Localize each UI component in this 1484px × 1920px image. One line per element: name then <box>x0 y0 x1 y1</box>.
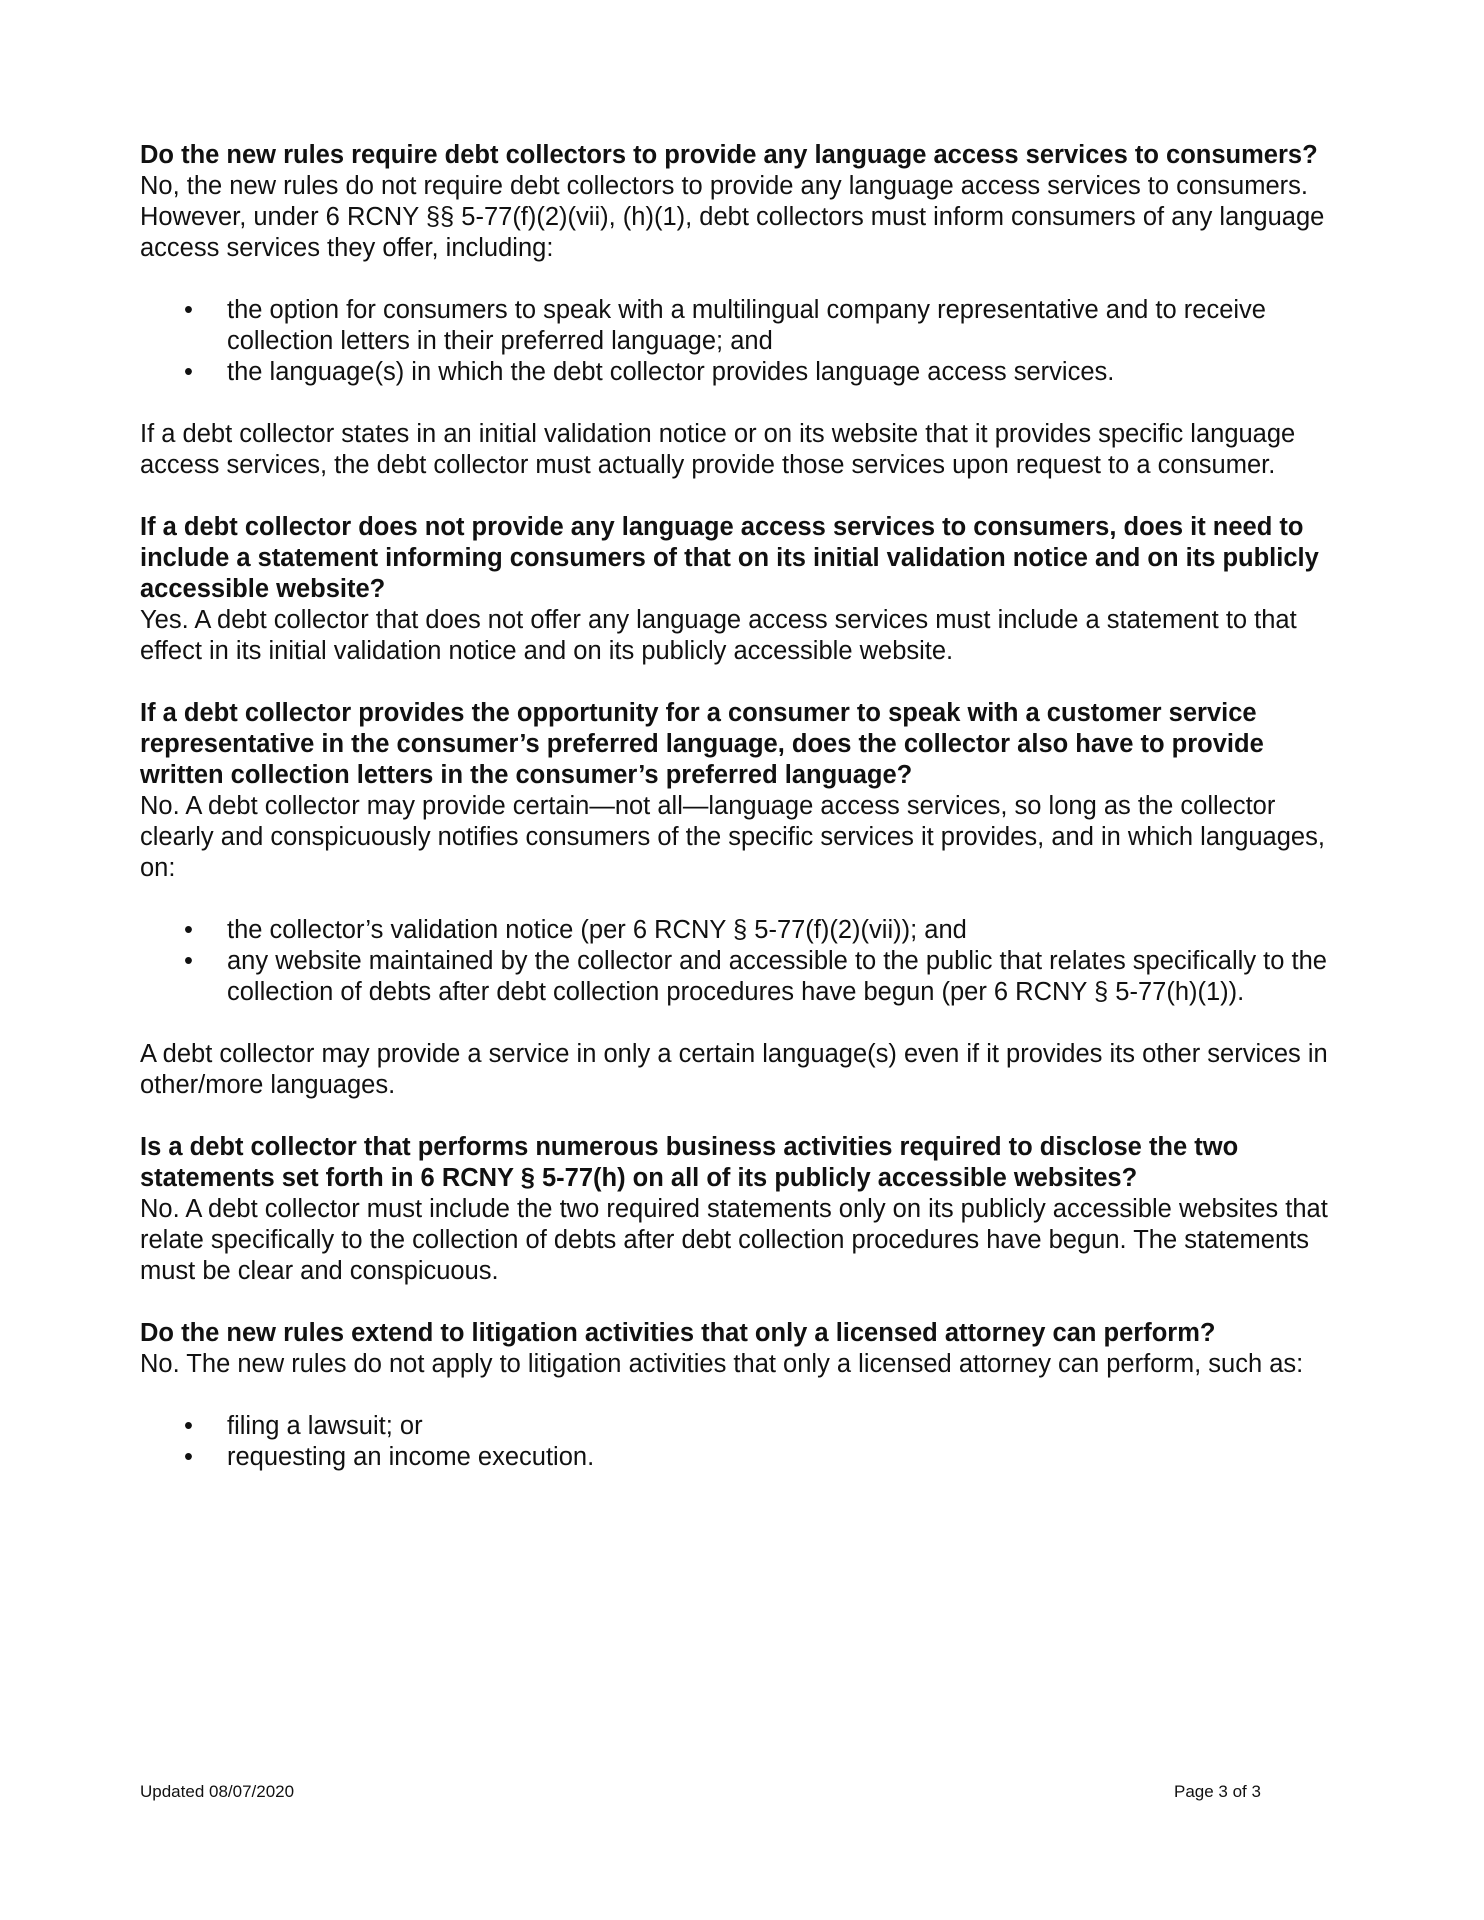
bullet-list <box>140 1411 1340 1473</box>
faq-question: If a debt collector provides the opportunity for a consumer to speak with a customer service representative in the consumer’s preferred language, does the collector also have to provide written collection letters in the consumer’s preferred language? <box>140 699 1264 789</box>
list-item <box>140 295 1340 357</box>
faq-section-websites <box>140 1132 1340 1287</box>
faq-section-preferred-language <box>140 698 1340 1101</box>
list-item-text: the language(s) in which the debt collector provides language access services. <box>227 358 1115 386</box>
faq-answer-followup: If a debt collector states in an initial validation notice or on its website that it provides specific language access services, the debt collector must actually provide those services upon request to a consumer. <box>140 420 1296 479</box>
bullet-icon: • <box>184 1443 193 1471</box>
faq-answer: Yes. A debt collector that does not offer any language access services must include a statement to that effect in its initial validation notice and on its publicly accessible website. <box>140 606 1297 665</box>
list-item <box>140 946 1340 1008</box>
faq-answer: No. A debt collector must include the two required statements only on its publicly accessible websites that relate specifically to the collection of debts after debt collection procedures have begun. The statements must be clear and conspicuous. <box>140 1195 1328 1285</box>
bullet-icon: • <box>184 296 193 324</box>
bullet-icon: • <box>184 947 193 975</box>
faq-content <box>140 140 1340 1504</box>
list-item-text: filing a lawsuit; or <box>227 1412 423 1440</box>
faq-question: If a debt collector does not provide any language access services to consumers, does it need to include a statement informing consumers of that on its initial validation notice and on its publicly accessible website? <box>140 513 1319 603</box>
footer-page-number: Page 3 of 3 <box>1174 1782 1261 1801</box>
bullet-list <box>140 295 1340 388</box>
faq-section-litigation <box>140 1318 1340 1473</box>
faq-answer: No. A debt collector may provide certain—not all—language access services, so long as the collector clearly and conspicuously notifies consumers of the specific services it provides, and in which languages, on: <box>140 792 1325 882</box>
list-item-text: any website maintained by the collector and accessible to the public that relates specifically to the collection of debts after debt collection procedures have begun (per 6 RCNY § 5-77(h)(1)). <box>227 947 1327 1006</box>
bullet-icon: • <box>184 1412 193 1440</box>
faq-answer: No, the new rules do not require debt collectors to provide any language access services to consumers. However, under 6 RCNY §§ 5-77(f)(2)(vii), (h)(1), debt collectors must inform consumers of any language access services they offer, including: <box>140 172 1325 262</box>
list-item <box>140 1411 1340 1442</box>
footer-updated-date: Updated 08/07/2020 <box>140 1782 295 1801</box>
list-item-text: the collector’s validation notice (per 6 RCNY § 5-77(f)(2)(vii)); and <box>227 916 967 944</box>
faq-section-no-services-statement <box>140 512 1340 667</box>
faq-section-language-access <box>140 140 1340 481</box>
faq-question: Is a debt collector that performs numerous business activities required to disclose the two statements set forth in 6 RCNY § 5-77(h) on all of its publicly accessible websites? <box>140 1133 1239 1192</box>
bullet-icon: • <box>184 916 193 944</box>
faq-question: Do the new rules extend to litigation activities that only a licensed attorney can perform? <box>140 1319 1216 1347</box>
list-item <box>140 915 1340 946</box>
faq-answer: No. The new rules do not apply to litigation activities that only a licensed attorney can perform, such as: <box>140 1350 1304 1378</box>
list-item <box>140 1442 1340 1473</box>
bullet-icon: • <box>184 358 193 386</box>
faq-answer-followup: A debt collector may provide a service in only a certain language(s) even if it provides its other services in other/more languages. <box>140 1040 1328 1099</box>
bullet-list <box>140 915 1340 1008</box>
faq-question: Do the new rules require debt collectors to provide any language access services to consumers? <box>140 141 1318 169</box>
list-item <box>140 357 1340 388</box>
list-item-text: requesting an income execution. <box>227 1443 595 1471</box>
list-item-text: the option for consumers to speak with a multilingual company representative and to receive collection letters in their preferred language; and <box>227 296 1266 355</box>
